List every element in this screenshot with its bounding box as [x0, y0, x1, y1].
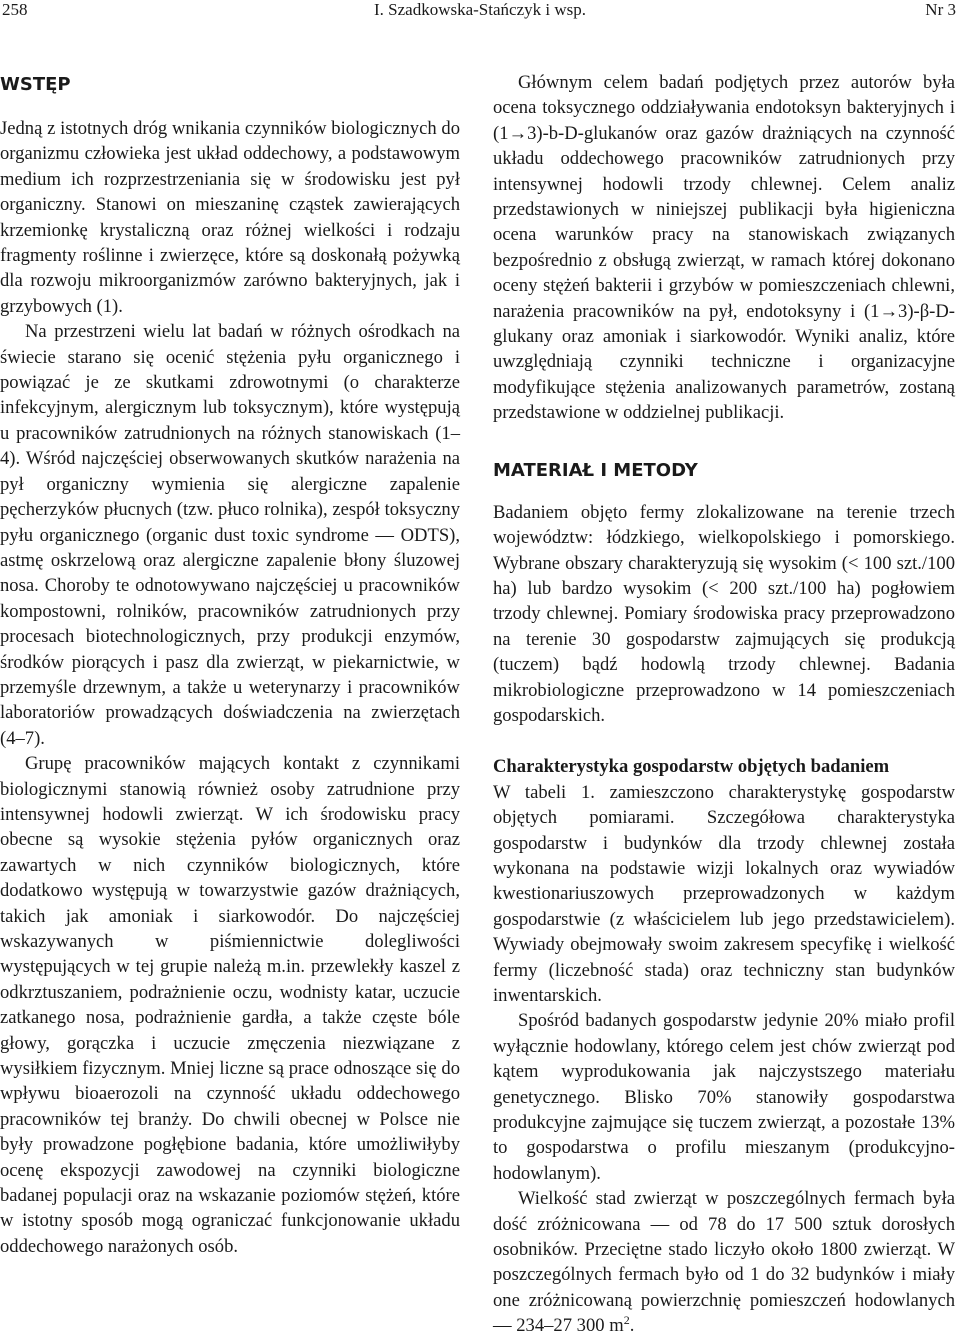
subsection-heading: Charakterystyka gospodarstw objętych badaniem — [493, 756, 890, 778]
section-heading-methods: MATERIAŁ I METODY — [493, 459, 698, 481]
left-column — [0, 70, 460, 1259]
paragraph: Badaniem objęto fermy zlokalizowane na terenie trzech województw: łódzkiego, wielkopolskiego i pomorskiego. Wybrane obszary charakteryzują się wysokim (< 100 szt./100 ha) lub bardzo wysokim (< 200 szt./100 ha) pogłowiem trzody chlewnej. Pomiary środowiska pracy przeprowadzono na terenie 30 gospodarstw zajmujących się produkcją (tuczem) bądź hodowlą trzody chlewnej. Badania mikrobiologiczne przeprowadzono w 14 pomieszczeniach gospodarskich. — [493, 501, 955, 726]
issue-number: Nr 3 — [925, 0, 956, 19]
right-column — [493, 70, 955, 1339]
running-header — [0, 0, 960, 24]
page-number: 258 — [2, 0, 28, 19]
paragraph: Grupę pracowników mających kontakt z czynnikami biologicznymi stanowią również osoby zatrudnione przy intensywnej hodowli zwierząt. W ich środowisku pracy obecne są wysokie stężenia pyłów organicznych oraz zawartych w nich czynników biologicznych, które dodatkowo występują w towarzystwie gazów drażniących, takich jak amoniak i siarkowodór. Do najczęściej wskazywanych w piśmiennictwie dolegliwości występujących w tej grupie należą m.in. przewlekły kaszel z odkrztuszaniem, podrażnienie oczu, wodnisty katar, uczucie zatkanego nosa, podrażnienie gardła, a także częste bóle głowy, gorączka i uczucie zmęczenia niezwiązane z wysiłkiem fizycznym. Mniej liczne są prace odnoszące się do wpływu bioaerozoli na czynność układu oddechowego pracowników tej branży. Do chwili obecnej w Polsce nie były prowadzone pogłębione badania, które umożliwiłyby ocenę ekspozycji zawodowej na czynniki biologiczne badanej populacji oraz na wskazanie poziomów stężeń, które w istotny sposób mogą ograniczać funkcjonowanie układu oddechowego narażonych osób. — [0, 753, 460, 1257]
section-heading-introduction: WSTĘP — [0, 74, 71, 95]
paragraph-end: . — [629, 1315, 635, 1337]
paragraph-text: Wielkość stad zwierząt w poszczególnych fermach była dość zróżnicowana — od 78 do 17 500 sztuk dorosłych osobników. Przeciętne stado liczyło około 1800 zwierząt. W poszczególnych fermach było od 1 do 32 budynków i miały one zróżnicowaną powierzchnię pomieszczeń hodowlanych — 234–27 300 m — [493, 1188, 955, 1337]
paragraph: Spośród badanych gospodarstw jedynie 20% miało profil wyłącznie hodowlany, którego celem jest chów zwierząt pod kątem wyprodukowania jak najczystszego materiału genetycznego. Blisko 70% stanowiły gospodarstwa produkcyjne zajmujące się tuczem zwierząt, a pozostałe 13% to gospodarstwa o profilu mieszanym (produkcyjno-hodowlanym). — [493, 1010, 955, 1184]
paragraph — [493, 1186, 955, 1338]
running-authors: I. Szadkowska-Stańczyk i wsp. — [374, 0, 586, 19]
paragraph: Na przestrzeni wielu lat badań w różnych ośrodkach na świecie starano się ocenić stężenia pyłu organicznego i powiązać je ze skutkami zdrowotnymi (o charakterze infekcyjnym, alergicznym lub toksycznym), które występują u pracowników zatrudnionych na różnych stanowiskach (1–4). Wśród najczęściej obserwowanych skutków narażenia na pył organiczny wymienia się alergiczne zapalenie pęcherzyków płucnych (tzw. płuco rolnika), zespół toksyczny pyłu organicznego (organic dust toxic syndrome — ODTS), astmę oskrzelową oraz alergiczne zapalenie błony śluzowej nosa. Choroby te odnotowywano najczęściej u pracowników kompostowni, rolników, pracowników zatrudnionych przy procesach biotechnologicznych, przy produkcji enzymów, środków piorących i pasz dla zwierząt, w piekarnictwie, w przemyśle drzewnym, a także u weterynarzy i pracowników laboratoriów prowadzących doświadczenia na zwierzętach (4–7). — [0, 321, 460, 749]
superscript: 2 — [623, 1313, 630, 1328]
paragraph: Jedną z istotnych dróg wnikania czynników biologicznych do organizmu człowieka jest układ oddechowy, a podstawowym medium ich rozprzestrzeniania się w środowisku jest pył organiczny. Stanowi on mieszaninę cząstek zawierających krzemionkę krystaliczną oraz różnej wielkości i rodzaju fragmenty roślinne i zwierzęce, które są doskonałą pożywką dla rozwoju mikroorganizmów zarówno bakteryjnych, jak i grzybowych (1). — [0, 118, 460, 317]
paragraph: Głównym celem badań podjętych przez autorów była ocena toksycznego oddziaływania endotoksyn bakteryjnych i (1→3)-b-D-glukanów oraz gazów drażniących na czynność układu oddechowego pracowników zatrudnionych przy intensywnej hodowli trzody chlewnej. Celem analiz przedstawionych w niniejszej publikacji była higieniczna ocena warunków pracy na stanowiskach związanych bezpośrednio z obsługą zwierząt, w ramach której dokonano oceny stężeń bakterii i grzybów w pomieszczeniach chlewni, narażenia pracowników na pył, endotoksyny i (1→3)-β-D-glukany oraz amoniak i siarkowodór. Wyniki analiz, które uwzględniają czynniki techniczne i organizacyjne modyfikujące stężenia analizowanych parametrów, zostaną przedstawione w oddzielnej publikacji. — [493, 72, 955, 424]
paragraph: W tabeli 1. zamieszczono charakterystykę gospodarstw objętych pomiarami. Szczegółowa charakterystyka gospodarstw i budynków dla trzody chlewnej została wykonana na podstawie wizji lokalnych oraz wywiadów kwestionariuszowych przeprowadzonych w każdym gospodarstwie (z właścicielem lub jego przedstawicielem). Wywiady obejmowały swoim zakresem specyfikę i wielkość fermy (liczebność stada) oraz techniczny stan budynków inwentarskich. — [493, 781, 955, 1006]
